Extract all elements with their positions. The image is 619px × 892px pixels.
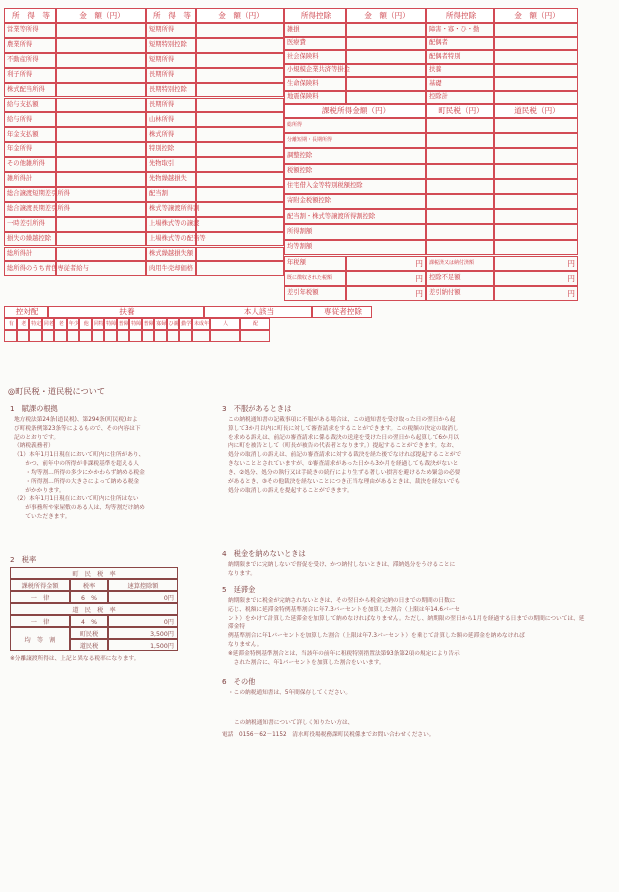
col1-amount-14 xyxy=(56,232,146,247)
section4-body: 納期限までに完納しないで督促を受け、かつ納付しないときは、滞納処分をうけることに なります。 xyxy=(228,562,456,577)
col2-label-15: 株式繰越損失額 xyxy=(146,247,196,262)
col3-amount-4 xyxy=(346,77,426,91)
col1-label-6: 給与所得 xyxy=(4,112,56,127)
section1-title: 1 賦課の根拠 xyxy=(10,404,58,413)
col2-amount-7 xyxy=(196,127,284,142)
section5-body: 納期限までに税金が完納されないときは、その翌日から税金完納の日までの期間の日数に 応じ、税額に延滞金特例基準割合に年7.3パーセントを加算した割合（上限は年14.6パーセ ント）をかけて計算した延滞金を加算して納めなければなりません。ただし、納期限の翌日から1月を経過する日までの期間については、延滞金特 例基準割合に年1パーセントを加算した割合（上限は年7.3パーセント）を乗じて計算した額の延滞金を納めなければ なりません。 ※延滞金特例基準割合とは、当該年の前年に租税特別措置法第93条第2項の規定により告示 された割合に、年1パーセントを加算した割合をいいます。 xyxy=(228,598,585,666)
deduction-item-label-1: 老 xyxy=(17,318,30,330)
col1-amount-1 xyxy=(56,38,146,53)
col2-amount-9 xyxy=(196,157,284,172)
rate-table-per-capita-pref: 道民税 xyxy=(70,639,108,651)
col1-label-8: 年金所得 xyxy=(4,142,56,157)
col4-amount-1 xyxy=(494,37,578,51)
deduction-item-label-9: 普障 xyxy=(117,318,130,330)
col1-label-16: 総所得のうち青色専従者給与 xyxy=(4,261,56,276)
deduction-item-label-3: 同老 xyxy=(42,318,55,330)
col4-amount-4 xyxy=(494,77,578,91)
deduction-item-box-9[interactable] xyxy=(117,330,130,342)
deduction-item-box-17[interactable] xyxy=(240,330,270,342)
tax-row-pref-0 xyxy=(494,118,578,133)
section1-body: 地方税法第24条(道民税)、第294条(町民税)およ び町税条例第23条等によるもので、その内容は下 記のとおりです。 （納税義務者） （1）本年1月1日現在において町内に住所があり、 かつ、前年中の所得が非課税基準を超える人 ・均等割…所得の多少にかかわらず納める税金 ・所得割…所得の大きさによって納める税金 がかかります。 （2）本年1月1日現在において町内に住所はない が事務所や家屋敷のある人は、均等割だけ納め ていただきます。 xyxy=(14,417,145,521)
col1-label-3: 利子所得 xyxy=(4,68,56,83)
bottom-label-2: 差引年税額 xyxy=(284,286,346,301)
col2-label-13: 上場株式等の譲渡 xyxy=(146,217,196,232)
deduction-item-box-11[interactable] xyxy=(142,330,155,342)
rate-table-pref-rate: 4 % xyxy=(70,615,108,627)
col2-amount-3 xyxy=(196,68,284,83)
right-amount-2: 円 xyxy=(494,286,578,301)
col1-amount-15 xyxy=(56,247,146,262)
tax-row-pref-6 xyxy=(494,209,578,224)
col2-amount-6 xyxy=(196,112,284,127)
col1-label-7: 年金支払額 xyxy=(4,127,56,142)
deduction-strip-header-2: 本人該当 xyxy=(204,306,312,318)
header-income: 所 得 等 xyxy=(4,8,56,23)
deduction-item-box-6[interactable] xyxy=(79,330,92,342)
bottom-label-0: 年税額 xyxy=(284,256,346,271)
col1-label-4: 株式配当所得 xyxy=(4,83,56,98)
col3-label-5: 地震保険料 xyxy=(284,91,346,105)
tax-row-label-2: 調整控除 xyxy=(284,148,426,163)
col2-amount-14 xyxy=(196,232,284,247)
tax-row-label-0: 総所得 xyxy=(284,118,426,133)
bottom-amount-1: 円 xyxy=(346,271,426,286)
section3-title: 3 不服があるときは xyxy=(222,404,292,413)
bottom-amount-0: 円 xyxy=(346,256,426,271)
section4-title: 4 税金を納めないときは xyxy=(222,549,306,558)
rate-table-per-capita-town-amount: 3,500円 xyxy=(108,627,178,639)
tax-header-prefecture: 道民税（円） xyxy=(494,104,578,118)
col4-amount-0 xyxy=(494,23,578,37)
col1-amount-9 xyxy=(56,157,146,172)
notes-heading: ◎町民税・道民税について xyxy=(8,386,106,396)
col4-amount-2 xyxy=(494,50,578,64)
deduction-item-box-4[interactable] xyxy=(54,330,67,342)
col2-label-7: 株式所得 xyxy=(146,127,196,142)
col1-label-10: 雑所得計 xyxy=(4,172,56,187)
bottom-label-1: 既に徴収された税額 xyxy=(284,271,346,286)
tax-row-pref-5 xyxy=(494,194,578,209)
tax-row-town-8 xyxy=(426,240,494,255)
deduction-strip-header-0: 控対配 xyxy=(4,306,48,318)
col2-amount-13 xyxy=(196,217,284,232)
col2-amount-4 xyxy=(196,83,284,98)
col1-amount-10 xyxy=(56,172,146,187)
col4-label-3: 扶養 xyxy=(426,64,494,78)
col3-amount-1 xyxy=(346,37,426,51)
col2-label-3: 長期所得 xyxy=(146,68,196,83)
deduction-item-label-16: 人 xyxy=(210,318,240,330)
tax-row-label-4: 住宅借入金等特別税額控除 xyxy=(284,179,426,194)
section5-title: 5 延滞金 xyxy=(222,585,256,594)
section2-title: 2 税率 xyxy=(10,555,37,564)
col2-label-11: 配当割 xyxy=(146,187,196,202)
col2-amount-8 xyxy=(196,142,284,157)
section6-title: 6 その他 xyxy=(222,677,256,686)
tax-row-pref-2 xyxy=(494,148,578,163)
header-deduction: 所得控除 xyxy=(284,8,346,23)
rate-table-town-flat: 一 律 xyxy=(10,591,70,603)
rate-table-per-capita-town: 町民税 xyxy=(70,627,108,639)
col2-amount-1 xyxy=(196,38,284,53)
deduction-item-label-13: ひ親 xyxy=(167,318,180,330)
col1-label-2: 不動産所得 xyxy=(4,53,56,68)
col4-label-4: 基礎 xyxy=(426,77,494,91)
deduction-item-label-6: 他 xyxy=(79,318,92,330)
rate-table-col-rate: 税率 xyxy=(70,579,108,591)
tax-row-town-4 xyxy=(426,179,494,194)
col2-amount-12 xyxy=(196,202,284,217)
tax-row-label-5: 寄附金税額控除 xyxy=(284,194,426,209)
col1-label-14: 損失の繰越控除 xyxy=(4,232,56,247)
col1-label-12: 総合譲渡長期差引所得 xyxy=(4,202,56,217)
col3-amount-2 xyxy=(346,50,426,64)
deduction-item-box-0[interactable] xyxy=(4,330,17,342)
deduction-item-box-5[interactable] xyxy=(67,330,80,342)
tax-row-pref-3 xyxy=(494,164,578,179)
tax-row-town-3 xyxy=(426,164,494,179)
tax-row-town-7 xyxy=(426,224,494,239)
col2-label-14: 上場株式等の配当等 xyxy=(146,232,196,247)
col1-amount-7 xyxy=(56,127,146,142)
header-amount-3: 金 額（円） xyxy=(346,8,426,23)
tax-row-label-7: 所得割額 xyxy=(284,224,426,239)
rate-table-col-income: 課税所得金額 xyxy=(10,579,70,591)
col2-amount-0 xyxy=(196,23,284,38)
col2-label-16: 肉用牛売却価格 xyxy=(146,261,196,276)
col2-label-8: 特別控除 xyxy=(146,142,196,157)
col2-amount-15 xyxy=(196,247,284,262)
deduction-item-label-2: 特定 xyxy=(29,318,42,330)
tax-row-label-1: 分離短期・長期所得 xyxy=(284,133,426,148)
deduction-item-box-3[interactable] xyxy=(42,330,55,342)
bottom-amount-2: 円 xyxy=(346,286,426,301)
header-amount: 金 額（円） xyxy=(56,8,146,23)
col1-amount-8 xyxy=(56,142,146,157)
col2-amount-11 xyxy=(196,187,284,202)
col1-amount-13 xyxy=(56,217,146,232)
header-income-2: 所 得 等 xyxy=(146,8,196,23)
header-deduction-2: 所得控除 xyxy=(426,8,494,23)
tax-header-taxable: 課税所得金額（円） xyxy=(284,104,426,118)
deduction-item-label-5: 年少 xyxy=(67,318,80,330)
col1-label-5: 給与支払額 xyxy=(4,98,56,113)
tax-row-pref-7 xyxy=(494,224,578,239)
col3-amount-0 xyxy=(346,23,426,37)
deduction-item-label-7: 同特 xyxy=(92,318,105,330)
rate-table-pref-title: 道 民 税 率 xyxy=(10,603,178,615)
tax-row-town-5 xyxy=(426,194,494,209)
col4-amount-5 xyxy=(494,91,578,105)
deduction-item-label-12: 寡婦 xyxy=(154,318,167,330)
col2-amount-10 xyxy=(196,172,284,187)
tax-row-pref-1 xyxy=(494,133,578,148)
deduction-item-box-7[interactable] xyxy=(92,330,105,342)
tax-row-town-6 xyxy=(426,209,494,224)
col3-amount-3 xyxy=(346,64,426,78)
tax-row-town-2 xyxy=(426,148,494,163)
col1-label-15: 総所得計 xyxy=(4,247,56,262)
rate-footnote: ※分離譲渡所得は、上記と異なる税率になります。 xyxy=(10,656,140,662)
col1-amount-16 xyxy=(56,261,146,276)
deduction-item-box-1[interactable] xyxy=(17,330,30,342)
deduction-item-label-4: 老 xyxy=(54,318,67,330)
deduction-strip-header-1: 扶養 xyxy=(48,306,204,318)
tax-row-label-6: 配当割・株式等譲渡所得割控除 xyxy=(284,209,426,224)
col4-label-2: 配偶者特別 xyxy=(426,50,494,64)
rate-table-town-deduction: 0円 xyxy=(108,591,178,603)
contact-line-2: 電話 0156－62－1152 清水町役場税務課町民税係までお問い合わせください。 xyxy=(222,732,435,738)
col4-label-0: 障害・寡・ひ・勤 xyxy=(426,23,494,37)
col2-label-1: 短期特別控除 xyxy=(146,38,196,53)
col1-label-0: 営業等所得 xyxy=(4,23,56,38)
col3-amount-5 xyxy=(346,91,426,105)
col1-label-11: 総合譲渡短期差引所得 xyxy=(4,187,56,202)
col3-label-0: 雑損 xyxy=(284,23,346,37)
col3-label-2: 社会保険料 xyxy=(284,50,346,64)
col2-label-4: 長期特別控除 xyxy=(146,83,196,98)
rate-table-col-deduction: 速算控除額 xyxy=(108,579,178,591)
rate-table-pref-flat: 一 律 xyxy=(10,615,70,627)
deduction-item-box-15[interactable] xyxy=(192,330,210,342)
col1-label-13: 一時差引所得 xyxy=(4,217,56,232)
col2-label-10: 先物繰越損失 xyxy=(146,172,196,187)
deduction-item-box-8[interactable] xyxy=(104,330,117,342)
col1-label-9: その他雑所得 xyxy=(4,157,56,172)
deduction-item-box-14[interactable] xyxy=(179,330,192,342)
tax-header-town: 町民税（円） xyxy=(426,104,494,118)
col2-label-12: 株式等譲渡所得割 xyxy=(146,202,196,217)
contact-line-1: この納税通知書について詳しく知りたい方は、 xyxy=(234,720,354,726)
col1-amount-11 xyxy=(56,187,146,202)
deduction-strip-header-3: 専従者控除 xyxy=(312,306,372,318)
deduction-item-box-10[interactable] xyxy=(129,330,142,342)
col4-amount-3 xyxy=(494,64,578,78)
col3-label-4: 生命保険料 xyxy=(284,77,346,91)
deduction-item-label-11: 普障 xyxy=(142,318,155,330)
right-label-2: 差引納付額 xyxy=(426,286,494,301)
rate-table-town-rate: 6 % xyxy=(70,591,108,603)
col1-label-1: 農業所得 xyxy=(4,38,56,53)
deduction-item-box-12[interactable] xyxy=(154,330,167,342)
rate-table-town-title: 町 民 税 率 xyxy=(10,567,178,579)
col4-label-1: 配偶者 xyxy=(426,37,494,51)
col3-label-3: 小規模企業共済等掛金 xyxy=(284,64,346,78)
col2-amount-16 xyxy=(196,261,284,276)
tax-detail-form xyxy=(4,8,578,348)
deduction-item-label-15: 未成年 xyxy=(192,318,210,330)
deduction-item-box-2[interactable] xyxy=(29,330,42,342)
col2-label-5: 長期所得 xyxy=(146,98,196,113)
header-amount-2: 金 額（円） xyxy=(196,8,284,23)
section3-body: この納税通知書の記載事項に不服がある場合は、この通知書を受け取った日の翌日から起 算して3か月以内に町長に対して審査請求をすることができます。この税額の決定の取消し を求める訴えは、前記の審査請求に係る裁決の送達を受けた日の翌日から起算して6か月以 内に町を被告として（町長が被告の代表者となります。）提起することができます。なお、 処分の取消しの訴えは、前記の審査請求に対する裁決を経た後でなければ提起することがで きないこととされていますが、①審査請求があった日から3か月を経過しても裁決がないと き、②処分、処分の執行又は手続きの続行により生ずる著しい損害を避けるため緊急の必要 があるとき、③その他裁決を経ないことにつき正当な理由があるときは、裁決を経ないでも 処分の取消しの訴えを提起することができます。 xyxy=(228,417,462,494)
tax-row-pref-4 xyxy=(494,179,578,194)
tax-row-label-8: 均等割額 xyxy=(284,240,426,255)
deduction-item-label-14: 勤学 xyxy=(179,318,192,330)
col3-label-1: 医療費 xyxy=(284,37,346,51)
right-label-1: 控除不足額 xyxy=(426,271,494,286)
deduction-item-label-10: 特障 xyxy=(129,318,142,330)
deduction-item-box-16[interactable] xyxy=(210,330,240,342)
col1-amount-6 xyxy=(56,112,146,127)
deduction-item-box-13[interactable] xyxy=(167,330,180,342)
section6-body: ・この納税通知書は、5年間保存してください。 xyxy=(228,690,352,696)
col1-amount-0 xyxy=(56,23,146,38)
col2-label-2: 短期所得 xyxy=(146,53,196,68)
deduction-item-label-17: 配 xyxy=(240,318,270,330)
header-amount-4: 金 額（円） xyxy=(494,8,578,23)
col1-amount-2 xyxy=(56,53,146,68)
col1-amount-3 xyxy=(56,68,146,83)
rate-table-pref-deduction: 0円 xyxy=(108,615,178,627)
col2-amount-5 xyxy=(196,98,284,113)
col2-label-9: 先物取引 xyxy=(146,157,196,172)
right-label-0: 課税済又は納付済額 xyxy=(426,256,494,271)
tax-row-pref-8 xyxy=(494,240,578,255)
col2-label-6: 山林所得 xyxy=(146,112,196,127)
deduction-item-label-8: 特障 xyxy=(104,318,117,330)
col2-amount-2 xyxy=(196,53,284,68)
tax-row-town-1 xyxy=(426,133,494,148)
tax-row-label-3: 税額控除 xyxy=(284,164,426,179)
deduction-item-label-0: 有 xyxy=(4,318,17,330)
right-amount-1: 円 xyxy=(494,271,578,286)
col1-amount-5 xyxy=(56,98,146,113)
rate-table-per-capita: 均 等 割 xyxy=(10,627,70,651)
tax-row-town-0 xyxy=(426,118,494,133)
col4-label-5: 控除計 xyxy=(426,91,494,105)
right-amount-0: 円 xyxy=(494,256,578,271)
col1-amount-4 xyxy=(56,83,146,98)
col1-amount-12 xyxy=(56,202,146,217)
col2-label-0: 短期所得 xyxy=(146,23,196,38)
rate-table-per-capita-pref-amount: 1,500円 xyxy=(108,639,178,651)
